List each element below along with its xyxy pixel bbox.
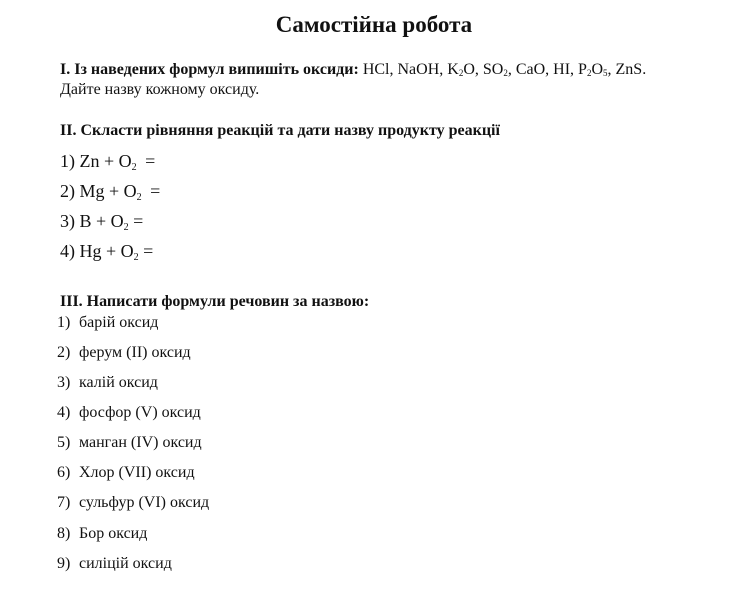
- subscript-o: 5: [603, 68, 608, 78]
- equation-1: [60, 150, 155, 172]
- equation-1-left: 1) Zn + O: [60, 151, 132, 171]
- section-1-label: I. Із наведених формул випишіть оксиди:: [60, 61, 359, 78]
- subscript-k2o: 2: [458, 68, 464, 78]
- list-item-number: 9): [57, 555, 71, 572]
- list-item-text: сульфур (VI) оксид: [79, 494, 210, 511]
- list-item-text: ферум (II) оксид: [79, 344, 191, 361]
- formula-text-4: O: [591, 61, 604, 78]
- section-1-task-line: [60, 60, 720, 80]
- equation-4-subscript: 2: [133, 252, 139, 263]
- list-item: [57, 403, 201, 423]
- equation-4: [60, 240, 153, 262]
- equation-3-right: =: [128, 211, 144, 231]
- section-3-heading: III. Написати формули речовин за назвою:: [60, 293, 370, 310]
- list-item-number: 1): [57, 314, 71, 331]
- equation-3-left: 3) B + O: [60, 211, 124, 231]
- list-item-number: 8): [57, 525, 71, 542]
- list-item-text: манган (IV) оксид: [79, 434, 202, 451]
- equation-4-left: 4) Hg + O: [60, 241, 134, 261]
- list-item-text: силіцій оксид: [79, 555, 172, 572]
- list-item-text: фосфор (V) оксид: [79, 404, 201, 421]
- list-item-text: Бор оксид: [79, 525, 148, 542]
- equation-1-subscript: 2: [131, 162, 137, 173]
- list-item: [57, 343, 191, 363]
- list-item-number: 3): [57, 374, 71, 391]
- list-item-text: калій оксид: [79, 374, 158, 391]
- list-item-number: 2): [57, 344, 71, 361]
- list-item: [57, 463, 195, 483]
- section-1-instruction: Дайте назву кожному оксиду.: [60, 81, 260, 98]
- list-item-number: 6): [57, 464, 71, 481]
- page-title: Самостійна робота: [275, 12, 473, 37]
- section-1: [60, 60, 720, 100]
- formula-text-2: O, SO: [463, 61, 504, 78]
- subscript-p: 2: [586, 68, 592, 78]
- formula-text-3: , CaO, HI, P: [507, 61, 587, 78]
- formula-text-1: HCl, NaOH, K: [362, 61, 459, 78]
- list-item: [57, 373, 158, 393]
- list-item-number: 7): [57, 494, 71, 511]
- equation-2-right: =: [145, 181, 161, 201]
- equation-4-right: =: [138, 241, 154, 261]
- list-item: [57, 524, 147, 544]
- section-2-heading: II. Скласти рівняння реакцій та дати назву продукту реакції: [60, 122, 500, 139]
- equation-2: [60, 180, 160, 202]
- list-item: [57, 554, 172, 574]
- list-item: [57, 433, 202, 453]
- list-item-number: 5): [57, 434, 71, 451]
- equation-1-right: =: [140, 151, 156, 171]
- formula-list: [363, 61, 646, 78]
- list-item-text: Хлор (VII) оксид: [79, 464, 195, 481]
- list-item-number: 4): [57, 404, 71, 421]
- list-item: [57, 493, 209, 513]
- equation-2-subscript: 2: [136, 192, 142, 203]
- equation-2-left: 2) Mg + O: [60, 181, 137, 201]
- list-item: [57, 313, 158, 333]
- formula-text-5: , ZnS.: [607, 61, 647, 78]
- subscript-so2: 2: [503, 68, 508, 78]
- equation-3-subscript: 2: [123, 222, 129, 233]
- equation-3: [60, 210, 143, 232]
- list-item-text: барій оксид: [79, 314, 159, 331]
